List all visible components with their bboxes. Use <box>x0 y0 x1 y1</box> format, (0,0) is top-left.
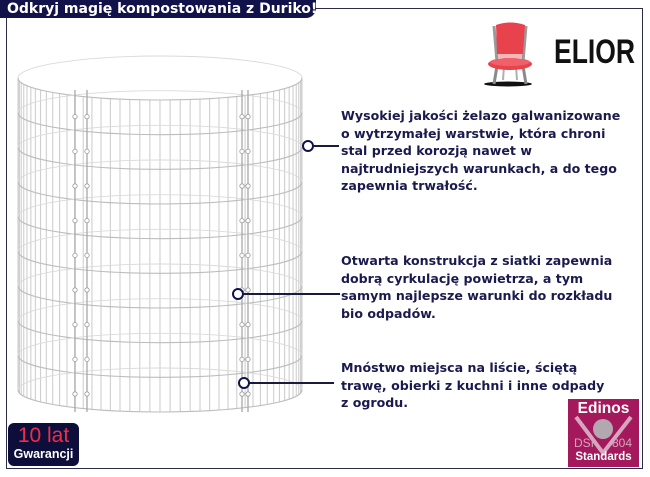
elior-logo-text: ELIOR <box>554 33 636 71</box>
warranty-label: Gwarancji <box>13 447 74 461</box>
feature-line: Otwarta konstrukcja z siatki zapewnia <box>341 253 613 268</box>
warranty-years: 10 lat <box>17 424 70 447</box>
edinos-brand: Edinos <box>577 400 630 417</box>
mesh-clip <box>85 392 89 396</box>
mesh-clip <box>246 288 250 292</box>
feature-line: Mnóstwo miejsca na liście, ściętą <box>341 360 578 375</box>
header-title: Odkryj magię kompostowania z Duriko! <box>0 0 316 18</box>
mesh-clip <box>85 357 89 361</box>
mesh-clip <box>246 357 250 361</box>
mesh-clip <box>246 322 250 326</box>
mesh-clip <box>246 392 250 396</box>
mesh-clip <box>73 114 77 118</box>
mesh-clip <box>73 184 77 188</box>
callout-dot-icon <box>238 377 250 389</box>
mesh-clip <box>85 218 89 222</box>
mesh-clip <box>85 184 89 188</box>
chair-icon <box>480 20 540 88</box>
mesh-clip <box>246 149 250 153</box>
mesh-clip <box>240 149 244 153</box>
feature-line: dobrą cyrkulację powietrza, a tym <box>341 270 584 286</box>
mesh-clip <box>240 218 244 222</box>
feature-open-mesh <box>341 252 612 322</box>
mesh-clip <box>73 357 77 361</box>
feature-line: trawę, obierki z kuchni i inne odpady <box>341 377 605 393</box>
mesh-clip <box>73 253 77 257</box>
edinos-standards: Standards <box>575 451 632 463</box>
feature-line: o wytrzymałej warstwie, która chroni <box>341 125 606 141</box>
feature-capacity <box>341 359 604 412</box>
feature-line: bio odpadów. <box>341 305 436 321</box>
mesh-clip <box>240 392 244 396</box>
callout-dot-icon <box>232 288 244 300</box>
feature-line: stal przed korozją nawet w <box>341 143 532 158</box>
feature-line: zapewnia trwałość. <box>341 178 478 193</box>
callout-line <box>314 145 339 147</box>
feature-line: z ogrodu. <box>341 395 409 410</box>
feature-galvanized <box>341 107 620 195</box>
callout-dot-icon <box>302 140 314 152</box>
mesh-clip <box>73 392 77 396</box>
mesh-clip <box>73 149 77 153</box>
mesh-clip <box>73 288 77 292</box>
compost-bin-image <box>10 50 310 415</box>
mesh-clip <box>246 253 250 257</box>
mesh-clip <box>240 322 244 326</box>
mesh-clip <box>85 288 89 292</box>
mesh-clip <box>240 184 244 188</box>
mesh-clip <box>73 218 77 222</box>
mesh-clip <box>85 322 89 326</box>
mesh-clip <box>246 218 250 222</box>
edinos-certification-badge <box>568 399 639 467</box>
warranty-badge <box>8 423 79 466</box>
feature-line: samym najlepsze warunki do rozkładu <box>341 288 613 303</box>
elior-logo <box>480 18 640 88</box>
feature-line: najtrudniejszych warunkach, a do tego <box>341 160 617 176</box>
mesh-clip <box>85 149 89 153</box>
mesh-clip <box>240 253 244 257</box>
mesh-clip <box>246 184 250 188</box>
callout-line <box>244 293 340 295</box>
callout-line <box>249 382 334 384</box>
edinos-code-left: DSI <box>574 436 595 450</box>
mesh-clip <box>85 114 89 118</box>
mesh-clip <box>73 322 77 326</box>
mesh-clip <box>85 253 89 257</box>
mesh-ring-back <box>18 56 302 78</box>
feature-line: Wysokiej jakości żelazo galwanizowane <box>341 108 621 123</box>
mesh-clip <box>246 114 250 118</box>
mesh-clip <box>240 114 244 118</box>
edinos-code-right: 804 <box>612 436 633 450</box>
mesh-clip <box>240 357 244 361</box>
